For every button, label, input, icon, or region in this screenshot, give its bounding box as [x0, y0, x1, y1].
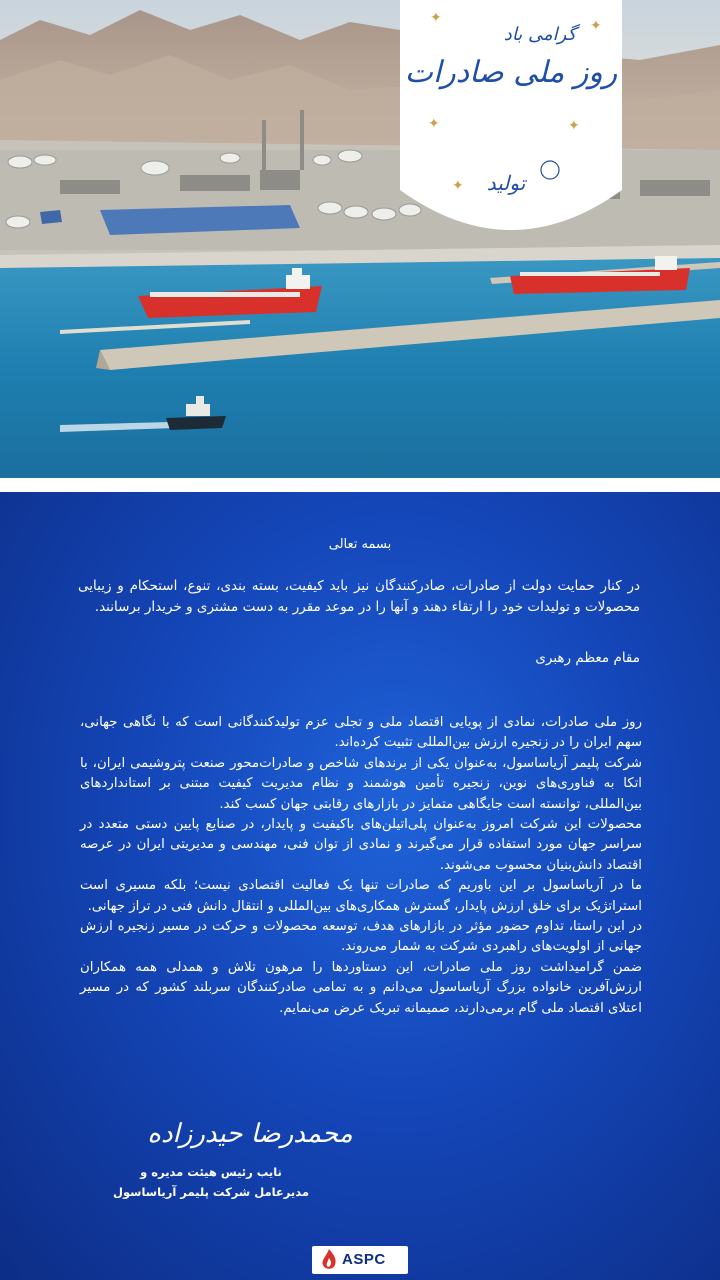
- basmala-heading: بسمه تعالی: [328, 537, 392, 552]
- svg-text:✦: ✦: [452, 178, 464, 194]
- letter-paragraph: شرکت پلیمر آریاساسول، به‌عنوان یکی از برندهای شاخص و صادرات‌محور صنعت پتروشیمی ایران، با اتکا به فناوری‌های نوین، زنجیره تأمین هوشمند و نظام مدیریت کیفیت مبتنی بر استانداردهای بین‌المللی، توانسته است جایگاهی متمایز در بازارهای رقابتی جهان کسب کند.: [80, 755, 642, 812]
- national-export-day-badge: [400, 0, 622, 240]
- svg-text:✦: ✦: [430, 10, 442, 26]
- letter-body: [80, 713, 642, 1019]
- letter-paragraph: ضمن گرامیداشت روز ملی صادرات، این دستاوردها را مرهون تلاش و همدلی همه همکاران ارزش‌آفرین خانواده بزرگ آریاساسول می‌دانم و به تمامی صادرکنندگان سربلند کشور که در مسیر اعتلای اقتصاد ملی گام برمی‌دارند، صمیمانه تبریک عرض می‌نمایم.: [80, 959, 642, 1016]
- letter-paragraph: در این راستا، تداوم حضور مؤثر در بازارهای هدف، توسعه محصولات و حرکت در مسیر زنجیره ارزش جهانی از اولویت‌های راهبردی شرکت به شمار می‌روند.: [80, 919, 642, 955]
- separator-band: [0, 478, 720, 492]
- letter-paragraph: روز ملی صادرات، نمادی از پویایی اقتصاد ملی و تجلی عزم تولیدکنندگانی است که با نگاهی جهانی، سهم ایران را در زنجیره ارزش بین‌المللی تثبیت کرده‌اند.: [80, 715, 642, 751]
- signer-title-line-2: مدیرعامل شرکت پلیمر آریاساسول: [112, 1185, 310, 1199]
- signer-title: [96, 1162, 326, 1202]
- quote-author: مقام معظم رهبری: [535, 650, 640, 666]
- svg-text:✦: ✦: [428, 116, 440, 132]
- signature-text: محمدرضا حیدرزاده: [147, 1119, 353, 1149]
- leader-quote: در کنار حمایت دولت از صادرات، صادرکنندگان نیز باید کیفیت، بسته بندی، تنوع، استحکام و زیبایی محصولات و تولیدات خود را ارتقاء دهند و آنها را در موعد مقرر به دست مشتری و خریدار برسانند.: [78, 578, 640, 615]
- logo-text: ASPC: [342, 1251, 386, 1268]
- svg-text:✦: ✦: [568, 118, 580, 134]
- badge-title: روز ملی صادرات: [404, 55, 618, 90]
- letter-paragraph: محصولات این شرکت امروز به‌عنوان پلی‌اتیلن‌های باکیفیت و پایدار، در صنایع پایین دستی متعدد در سراسر جهان مورد استفاده قرار می‌گیرند و نمادی از توان فنی، مهندسی و مدیریتی ایران در عرصه اقتصاد دانش‌بنیان محسوب می‌شوند.: [80, 817, 642, 873]
- signer-title-line-1: نایب رئیس هیئت مدیره و: [140, 1165, 282, 1179]
- flame-icon: [318, 1248, 340, 1272]
- letter-paragraph: ما در آریاساسول بر این باوریم که صادرات تنها یک فعالیت اقتصادی نیست؛ بلکه مسیری است استراتژیک برای خلق ارزش پایدار، گسترش همکاری‌های بین‌المللی و انتقال دانش فنی در تراز جهانی.: [80, 878, 642, 914]
- aspc-logo: [312, 1246, 408, 1274]
- hero-photo: [0, 0, 720, 480]
- badge-motto: تولید: [486, 171, 526, 195]
- handwritten-signature: [140, 1098, 360, 1160]
- badge-subtitle: گرامی باد: [503, 24, 577, 45]
- svg-text:✦: ✦: [590, 18, 602, 34]
